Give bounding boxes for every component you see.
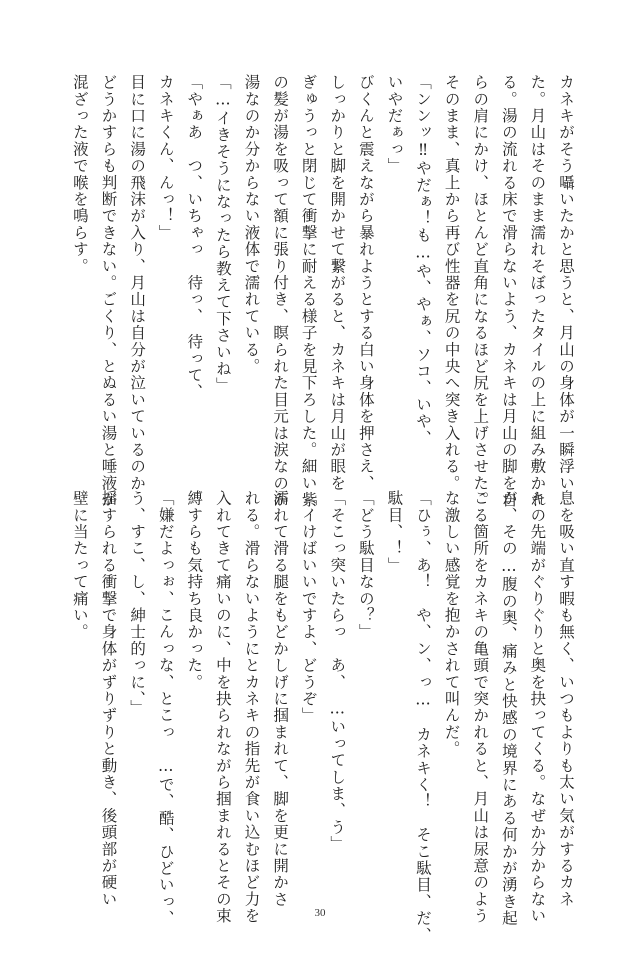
text-line: こる箇所をカネキの亀頭で突かれると、月山は尿意のよう <box>471 490 490 925</box>
text-line: 「やぁあ つ、いちゃっ 待っ、 待って、 <box>185 74 204 401</box>
text-line: 「そこっ突いたらっ あ、 …いってしま、う」 <box>328 490 347 853</box>
text-line: の髪が湯を吸って額に張り付き、瞑られた目元は涙なのか <box>271 74 290 509</box>
text-line: どうかすらも判断できない。ごくり、とぬるい湯と唾液が <box>99 74 118 509</box>
text-line: 「嫌だよっぉ、こんっな、とこっ …で、酷、ひどいっ、 <box>156 490 175 927</box>
text-line: 揺すられる衝撃で身体がずりずりと動き、後頭部が硬い <box>99 490 118 908</box>
text-line: いやだぁっ」 <box>385 74 404 175</box>
text-line: な激しい感覚を抱かされて叫んだ。 <box>442 490 461 758</box>
text-line: そのまま、真上から再び性器を尻の中央へ突き入れる。 <box>442 74 461 492</box>
text-line: 目に口に湯の飛沫が入り、月山は自分が泣いているのか <box>128 74 147 492</box>
text-line: ぎゅうっと閉じて衝撃に耐える様子を見下ろした。細い紫 <box>299 74 318 509</box>
text-line: しっかりと脚を開かせて繋がると、カネキは月山が眼を <box>328 74 347 492</box>
text-line: 縛すらも気持ち良かった。 <box>185 490 204 691</box>
text-line: 壁に当たって痛い。 <box>70 490 89 641</box>
text-line: キの先端がぐりぐりと奥を抉ってくる。なぜか分からない <box>528 490 547 925</box>
page-number: 30 <box>314 907 326 919</box>
text-line: カネキくん、んっ！」 <box>156 74 175 241</box>
text-line: た。月山はそのまま濡れそぼったタイルの上に組み敷かれ <box>528 74 547 509</box>
text-line: 駄目、！」 <box>385 490 404 574</box>
text-line: 「ンンッ‼やだぁ！も…や、やぁ、ソコ、いや、 <box>414 74 433 447</box>
text-line: 「どう駄目なの？」 <box>356 490 375 641</box>
text-line: カネキがそう囁いたかと思うと、月山の身体が一瞬浮い <box>557 74 575 492</box>
text-line: 「ひぅ、あ！ や、ン、っ… カネキく！ そこ駄目、だ、 <box>414 490 433 944</box>
text-line: 濡れて滑る腿をもどかしげに掴まれて、脚を更に開かさ <box>271 490 290 908</box>
top-text-block <box>70 74 580 509</box>
text-line: びくんと震えながら暴れようとする白い身体を押さえ、 <box>356 74 375 492</box>
text-line: 「イけばいいですよ、どうぞ」 <box>299 490 318 724</box>
text-line: う、すこ、し、紳士的っに、」 <box>128 490 147 717</box>
text-line: 混ざった液で喉を鳴らす。 <box>70 74 89 275</box>
text-line: 入れてきて痛いのに、中を抉られながら掴まれるとその束 <box>213 490 232 925</box>
text-line: る。湯の流れる床で滑らないよう、カネキは月山の脚を自 <box>499 74 518 509</box>
text-line: が、その…腹の奥、痛みと快感の境界にある何かが湧き起 <box>499 490 518 927</box>
text-line: れる。滑らないようにとカネキの指先が食い込むほど力を <box>242 490 261 925</box>
text-line: 「…イきそうになったら教えて下さいね」 <box>213 74 232 394</box>
text-line: らの肩にかけ、ほとんど直角になるほど尻を上げさせた。 <box>471 74 490 509</box>
text-line: 湯なのか分からない液体で濡れている。 <box>242 74 261 375</box>
text-line: 息を吸い直す暇も無く、いつもよりも太い気がするカネ <box>557 490 575 908</box>
